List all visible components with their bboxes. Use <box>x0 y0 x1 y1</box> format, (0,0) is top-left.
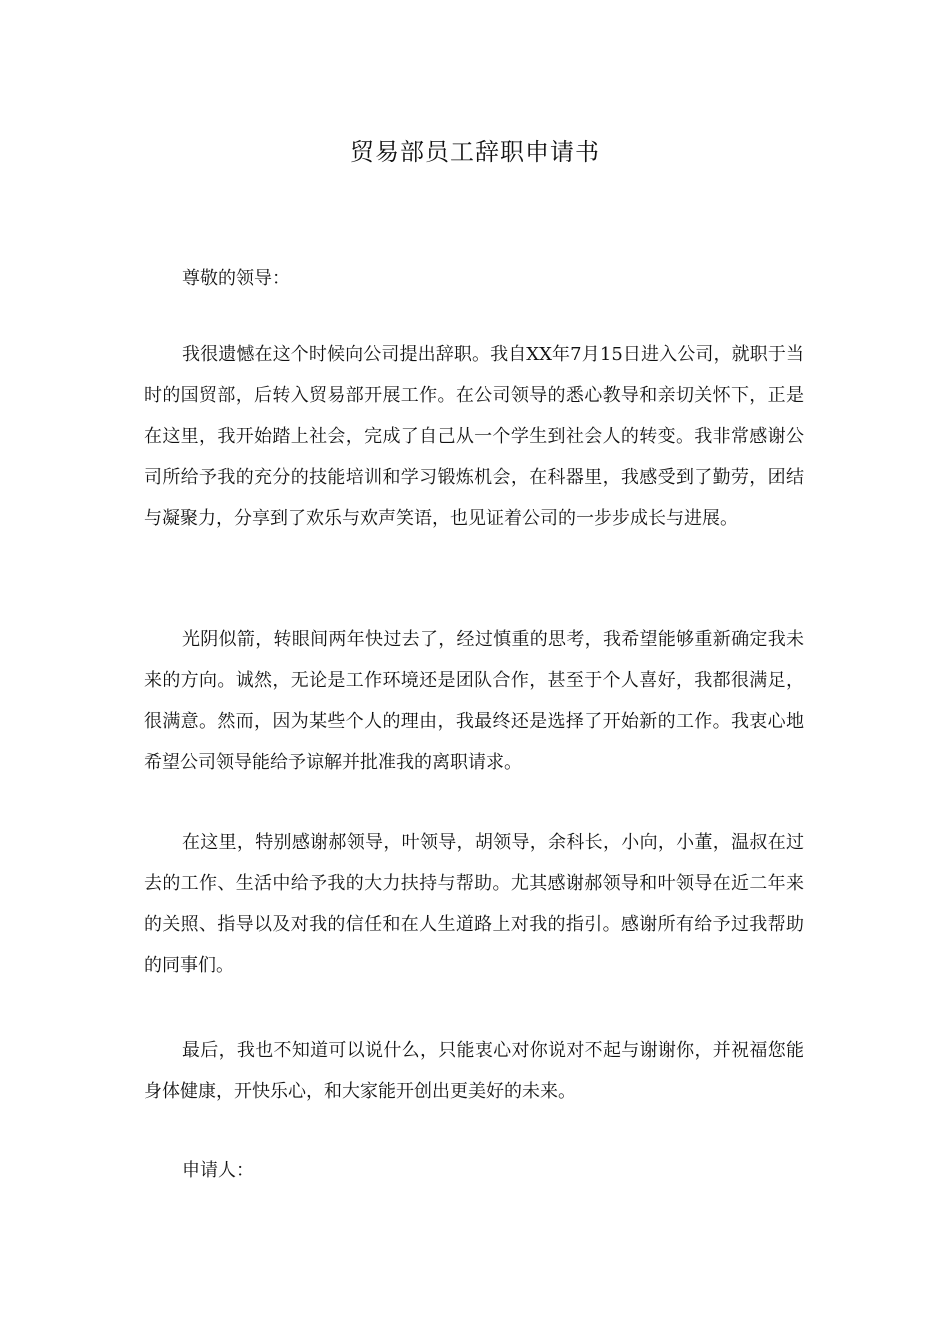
body-paragraph-4: 最后，我也不知道可以说什么，只能衷心对你说对不起与谢谢你，并祝福您能身体健康，开快乐心，和大家能开创出更美好的未来。 <box>144 1040 804 1102</box>
salutation: 尊敬的领导： <box>182 268 290 289</box>
signature-line: 申请人： <box>182 1160 254 1181</box>
body-paragraph-2: 光阴似箭，转眼间两年快过去了，经过慎重的思考，我希望能够重新确定我未来的方向。诚然，无论是工作环境还是团队合作，甚至于个人喜好，我都很满足，很满意。然而，因为某些个人的理由，我最终还是选择了开始新的工作。我衷心地希望公司领导能给予谅解并批准我的离职请求。 <box>144 629 804 773</box>
document-title: 贸易部员工辞职申请书 <box>350 138 600 166</box>
body-paragraph-1: 我很遗憾在这个时候向公司提出辞职。我自XX年7月15日进入公司，就职于当时的国贸部，后转入贸易部开展工作。在公司领导的悉心教导和亲切关怀下，正是在这里，我开始踏上社会，完成了自己从一个学生到社会人的转变。我非常感谢公司所给予我的充分的技能培训和学习锻炼机会，在科器里，我感受到了勤劳，团结与凝聚力，分享到了欢乐与欢声笑语，也见证着公司的一步步成长与进展。 <box>144 344 804 529</box>
body-paragraph-3: 在这里，特别感谢郝领导，叶领导，胡领导，余科长，小向，小董，温叔在过去的工作、生活中给予我的大力扶持与帮助。尤其感谢郝领导和叶领导在近二年来的关照、指导以及对我的信任和在人生道路上对我的指引。感谢所有给予过我帮助的同事们。 <box>144 832 804 976</box>
